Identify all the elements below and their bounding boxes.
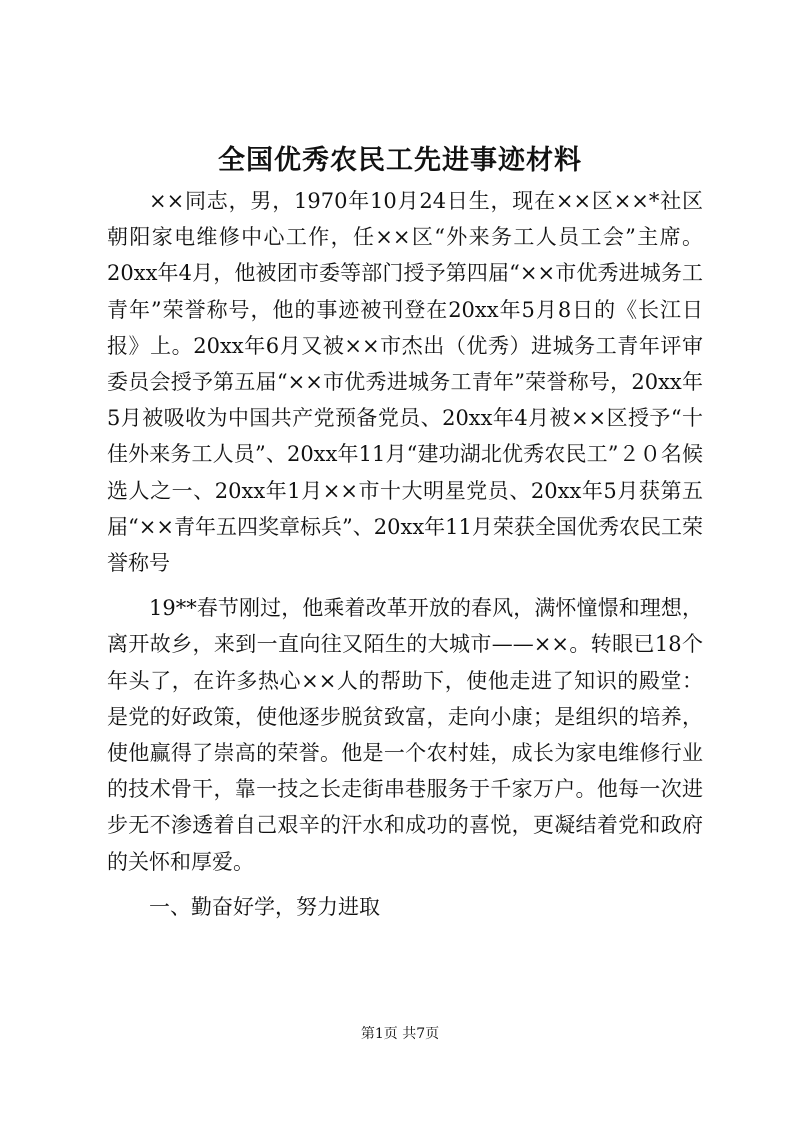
document-title: 全国优秀农民工先进事迹材料 <box>218 145 582 176</box>
paragraph-2: 19**春节刚过，他乘着改革开放的春风，满怀憧憬和理想，离开故乡，来到一直向往又陌生的大城市——××。转眼已18个年头了，在许多热心××人的帮助下，使他走进了知识的殿堂：是党的好政策，使他逐步脱贫致富，走向小康；是组织的培养，使他赢得了崇高的荣誉。他是一个农村娃，成长为家电维修行业的技术骨干，靠一技之长走街串巷服务于千家万户。他每一次进步无不渗透着自己艰辛的汗水和成功的喜悦，更凝结着党和政府的关怀和厚爱。 <box>107 596 703 874</box>
page-footer: 第1页 共7页 <box>360 1026 440 1042</box>
paragraph-1: ××同志，男，1970年10月24日生，现在××区××*社区朝阳家电维修中心工作，任××区“外来务工人员工会”主席。20xx年4月，他被团市委等部门授予第四届“××市优秀进城务工青年”荣誉称号，他的事迹被刊登在20xx年5月8日的《长江日报》上。20xx年6月又被××市杰出（优秀）进城务工青年评审委员会授予第五届“××市优秀进城务工青年”荣誉称号，20xx年5月被吸收为中国共产党预备党员、20xx年4月被××区授予“十佳外来务工人员”、20xx年11月“建功湖北优秀农民工”２０名候选人之一、20xx年1月××市十大明星党员、20xx年5月获第五届“××青年五四奖章标兵”、20xx年11月荣获全国优秀农民工荣誉称号 <box>107 189 703 576</box>
document-body <box>107 183 703 925</box>
section-heading: 一、勤奋好学，努力进取 <box>149 894 380 919</box>
